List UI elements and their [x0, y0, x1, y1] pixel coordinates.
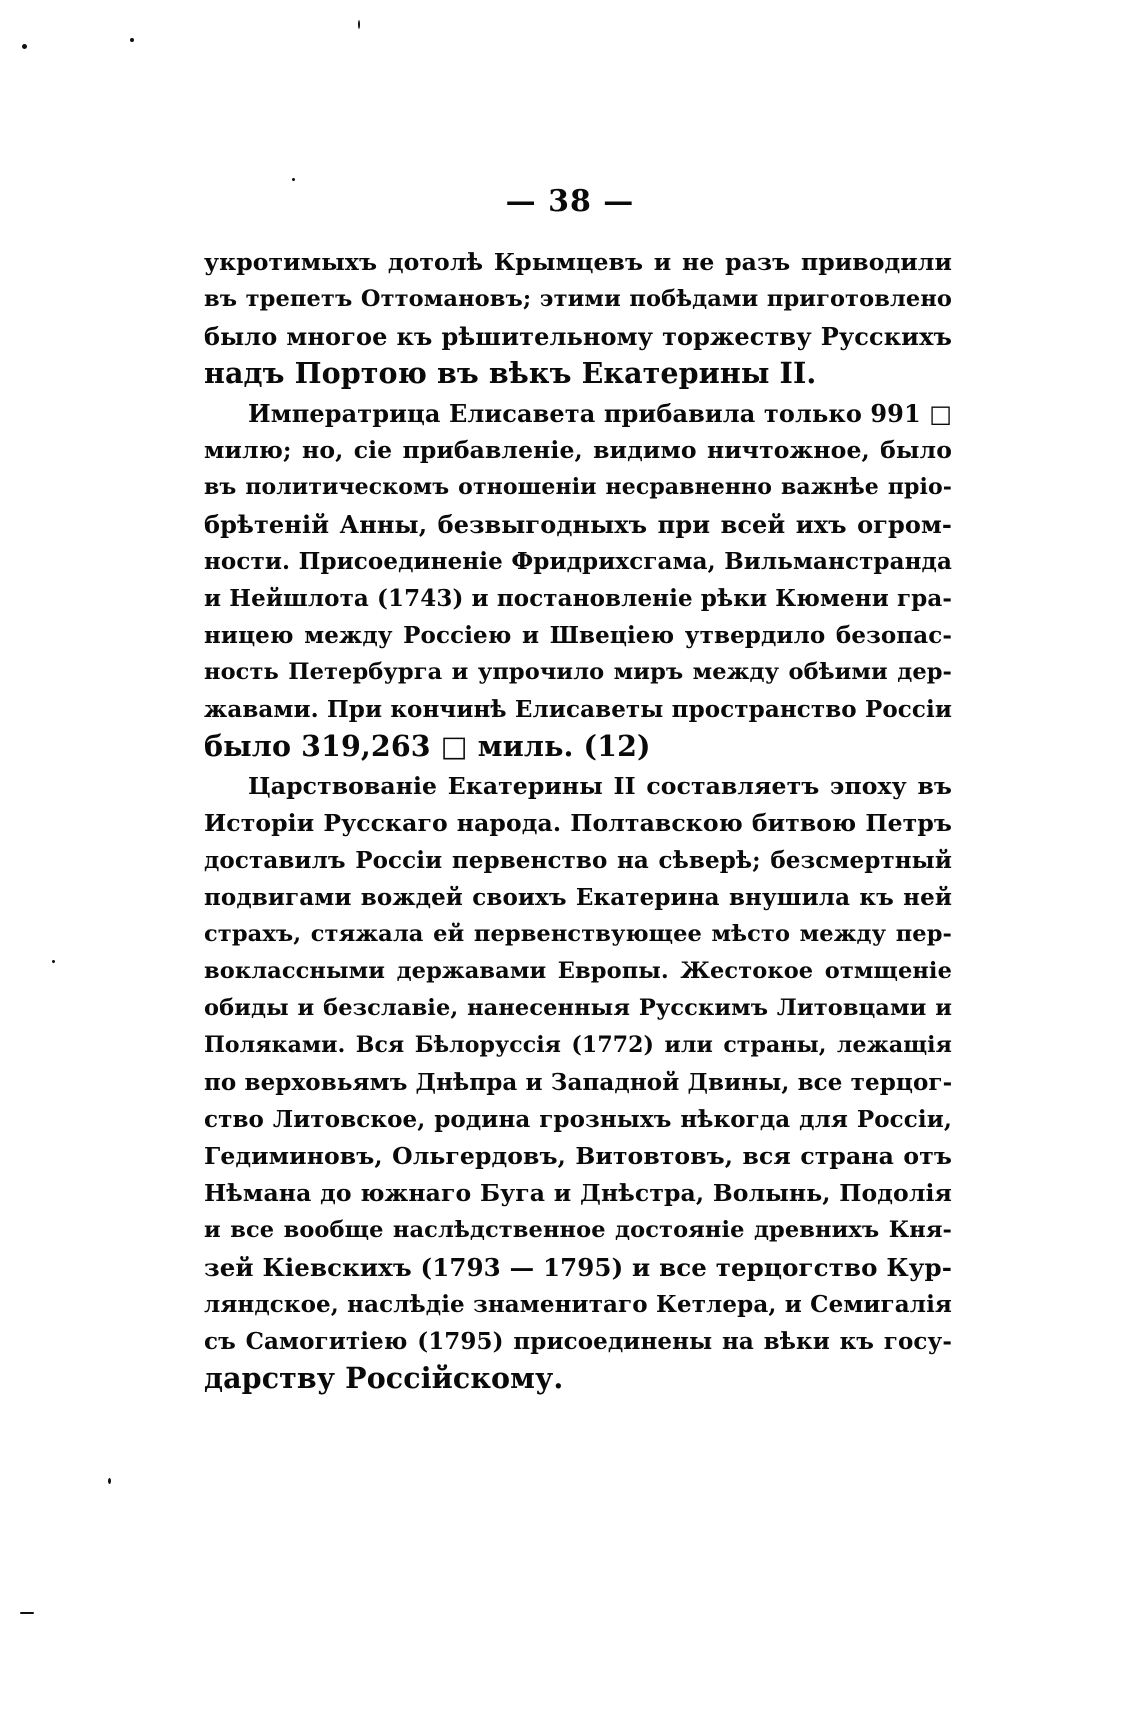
- text-line: обиды и безславіе, нанесенныя Русскимъ Литовцами и: [204, 995, 952, 1021]
- text-line: въ политическомъ отношеніи несравненно важнѣе пріо-: [204, 474, 952, 500]
- text-line: доставилъ Россіи первенство на сѣверѣ; безсмертный: [204, 847, 952, 874]
- text-line: ницею между Россіею и Швеціею утвердило безопас-: [204, 622, 952, 649]
- paragraph-3: [204, 768, 952, 1397]
- text-line: воклассными державами Европы. Жестокое отмщеніе: [204, 958, 952, 984]
- text-line: было 319,263 □ миль. (12): [204, 729, 651, 763]
- text-line: зей Кіевскихъ (1793 — 1795) и все терцогство Кур-: [204, 1253, 952, 1282]
- text-line: страхъ, стяжала ей первенствующее мѣсто между пер-: [204, 921, 952, 947]
- text-line: надъ Портою въ вѣкъ Екатерины II.: [204, 356, 817, 390]
- scan-speck: [108, 1478, 111, 1484]
- paragraph-2: [204, 395, 952, 765]
- text-line: Гедиминовъ, Ольгердовъ, Витовтовъ, вся страна отъ: [204, 1142, 952, 1170]
- text-line: милю; но, сіе прибавленіе, видимо ничтожное, было: [204, 436, 952, 464]
- scan-speck: [130, 38, 134, 42]
- text-line: жавами. При кончинѣ Елисаветы пространство Россіи: [204, 696, 952, 723]
- scan-speck: [52, 960, 55, 963]
- text-line: было многое къ рѣшительному торжеству Русскихъ: [204, 322, 952, 351]
- text-line: и Нейшлота (1743) и постановленіе рѣки Кюмени гра-: [204, 585, 952, 612]
- text-line: Нѣмана до южнаго Буга и Днѣстра, Волынь, Подолія: [204, 1179, 952, 1207]
- text-line: ность Петербурга и упрочило миръ между обѣими дер-: [204, 659, 952, 685]
- text-line: укротимыхъ дотолѣ Крымцевъ и не разъ приводили: [204, 248, 952, 276]
- text-line: брѣтеній Анны, безвыгодныхъ при всей ихъ огром-: [204, 510, 952, 539]
- text-line: въ трепетъ Оттомановъ; этими побѣдами приготовлено: [204, 286, 952, 312]
- text-line: дарству Россійскому.: [204, 1361, 564, 1395]
- page-number: — 38 —: [505, 184, 635, 219]
- scan-speck: [358, 20, 360, 29]
- scan-speck: [20, 1612, 34, 1614]
- text-line: ляндское, наслѣдіе знаменитаго Кетлера, и Семигалія: [204, 1291, 952, 1318]
- text-line: и все вообще наслѣдственное достояніе древнихъ Кня-: [204, 1217, 952, 1243]
- text-line: по верховьямъ Днѣпра и Западной Двины, все терцог-: [204, 1069, 952, 1096]
- scan-speck: [22, 44, 27, 49]
- paragraph-1: [204, 244, 952, 392]
- text-line: ности. Присоединеніе Фридрихсгама, Вильманстранда: [204, 548, 952, 575]
- text-line: съ Самогитіею (1795) присоединены на вѣки къ госу-: [204, 1328, 952, 1355]
- text-line: Поляками. Вся Бѣлоруссія (1772) или страны, лежащія: [204, 1032, 952, 1058]
- text-line: ство Литовское, родина грозныхъ нѣкогда для Россіи,: [204, 1106, 952, 1133]
- text-line: подвигами вождей своихъ Екатерина внушила къ ней: [204, 884, 952, 911]
- scan-speck: [292, 178, 295, 181]
- text-line: Императрица Елисавета прибавила только 991 □: [248, 399, 952, 428]
- text-line: Исторіи Русскаго народа. Полтавскою битвою Петръ: [204, 809, 952, 837]
- body-text: [204, 244, 952, 1397]
- text-line: Царствованіе Екатерины II составляетъ эпоху въ: [248, 772, 952, 800]
